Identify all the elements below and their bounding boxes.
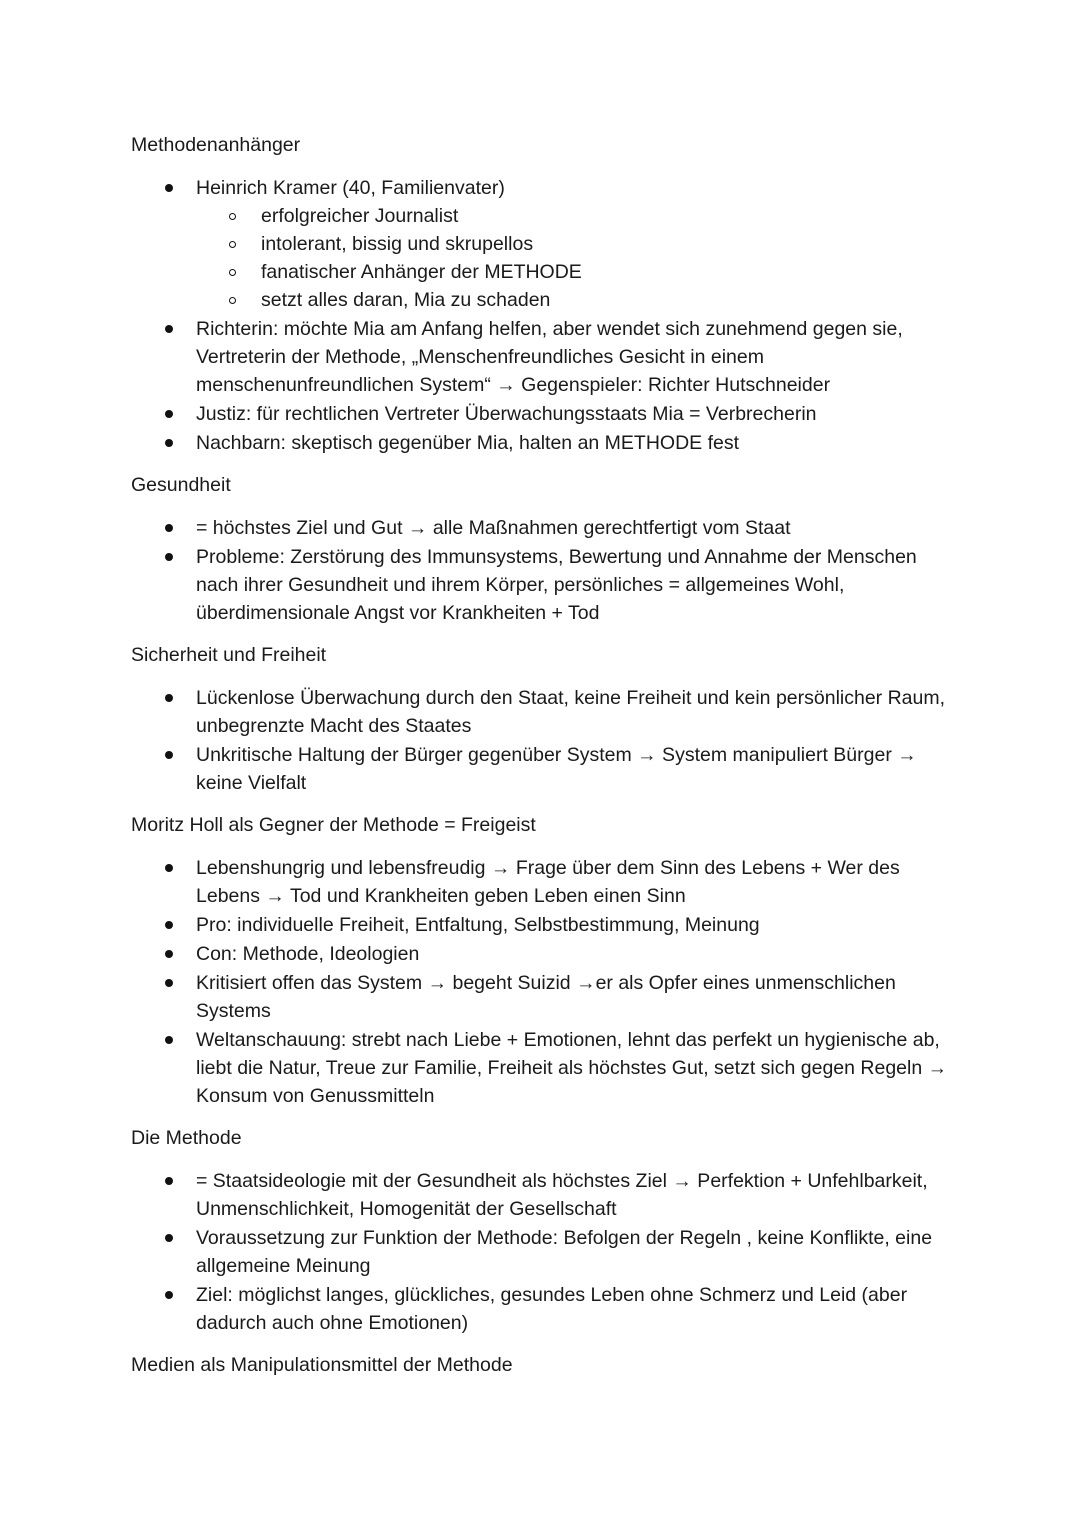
section-sicherheit-und-freiheit [131, 641, 961, 797]
list-item-text: Probleme: Zerstörung des Immunsystems, Bewertung und Annahme der Menschen nach ihrer Gesundheit und ihrem Körper, persönliches = allgemeines Wohl, überdimensionale Angst vor Krankheiten + Tod [196, 546, 917, 624]
list-item-text: = Staatsideologie mit der Gesundheit als höchstes Ziel → Perfektion + Unfehlbarkeit, Unmenschlichkeit, Homogenität der Gesellschaft [196, 1170, 928, 1220]
bullet-icon [165, 1291, 173, 1299]
list-item-text: Richterin: möchte Mia am Anfang helfen, aber wendet sich zunehmend gegen sie, Vertreterin der Methode, „Menschenfreundliches Gesicht in einem menschenunfreundlichen System“ → Gegenspieler: Richter Hutschneider [196, 318, 903, 396]
list-item [131, 174, 961, 314]
bullet-icon [165, 410, 173, 418]
list-item-text: Ziel: möglichst langes, glückliches, gesundes Leben ohne Schmerz und Leid (aber dadurch auch ohne Emotionen) [196, 1284, 908, 1334]
list-item [131, 940, 961, 968]
list-item-text: Heinrich Kramer (40, Familienvater) [196, 177, 505, 199]
bullet-list [131, 174, 961, 457]
circle-bullet-icon [229, 269, 236, 276]
list-item-text: Lebenshungrig und lebensfreudig → Frage über dem Sinn des Lebens + Wer des Lebens → Tod und Krankheiten geben Leben einen Sinn [196, 857, 900, 907]
sub-list-item-text: erfolgreicher Journalist [261, 205, 459, 227]
list-item-text: Pro: individuelle Freiheit, Entfaltung, Selbstbestimmung, Meinung [196, 914, 760, 936]
sub-list-item [131, 230, 961, 258]
section-heading: Sicherheit und Freiheit [131, 644, 327, 666]
bullet-icon [165, 751, 173, 759]
list-item [131, 514, 961, 542]
list-item [131, 1281, 961, 1337]
sub-list-item-text: intolerant, bissig und skrupellos [261, 233, 534, 255]
circle-bullet-icon [229, 297, 236, 304]
bullet-icon [165, 524, 173, 532]
section-heading: Moritz Holl als Gegner der Methode = Freigeist [131, 814, 536, 836]
list-item [131, 1026, 961, 1110]
list-item [131, 969, 961, 1025]
list-item [131, 543, 961, 627]
bullet-icon [165, 439, 173, 447]
list-item-text: Justiz: für rechtlichen Vertreter Überwachungsstaats Mia = Verbrecherin [196, 403, 817, 425]
document-page [131, 131, 961, 1394]
bullet-list [131, 684, 961, 797]
bullet-list [131, 514, 961, 627]
list-item-text: Unkritische Haltung der Bürger gegenüber System → System manipuliert Bürger → keine Vielfalt [196, 744, 917, 794]
list-item [131, 684, 961, 740]
circle-bullet-icon [229, 213, 236, 220]
bullet-list [131, 854, 961, 1110]
list-item-text: Con: Methode, Ideologien [196, 943, 420, 965]
list-item [131, 911, 961, 939]
bullet-icon [165, 1177, 173, 1185]
list-item [131, 1224, 961, 1280]
bullet-icon [165, 694, 173, 702]
bullet-icon [165, 921, 173, 929]
sub-list-item [131, 286, 961, 314]
sub-list-item-text: fanatischer Anhänger der METHODE [261, 261, 582, 283]
bullet-icon [165, 950, 173, 958]
section-moritz-holl [131, 811, 961, 1110]
sub-list-item-text: setzt alles daran, Mia zu schaden [261, 289, 551, 311]
sub-list [196, 202, 961, 314]
list-item-text: Nachbarn: skeptisch gegenüber Mia, halten an METHODE fest [196, 432, 740, 454]
section-medien [131, 1351, 961, 1379]
list-item-text: = höchstes Ziel und Gut → alle Maßnahmen gerechtfertigt vom Staat [196, 517, 791, 539]
bullet-icon [165, 553, 173, 561]
section-heading: Gesundheit [131, 474, 231, 496]
list-item-text: Voraussetzung zur Funktion der Methode: Befolgen der Regeln , keine Konflikte, eine allgemeine Meinung [196, 1227, 933, 1277]
bullet-icon [165, 1234, 173, 1242]
list-item [131, 741, 961, 797]
bullet-icon [165, 1036, 173, 1044]
bullet-icon [165, 979, 173, 987]
list-item-text: Weltanschauung: strebt nach Liebe + Emotionen, lehnt das perfekt un hygienische ab, liebt die Natur, Treue zur Familie, Freiheit als höchstes Gut, setzt sich gegen Regeln → Konsum von Genussmitteln [196, 1029, 948, 1107]
list-item [131, 429, 961, 457]
list-item-text: Lückenlose Überwachung durch den Staat, keine Freiheit und kein persönlicher Raum, unbegrenzte Macht des Staates [196, 687, 946, 737]
list-item-text: Kritisiert offen das System → begeht Suizid →er als Opfer eines unmenschlichen Systems [196, 972, 896, 1022]
list-item [131, 315, 961, 399]
sub-list-item [131, 202, 961, 230]
list-item [131, 854, 961, 910]
bullet-icon [165, 864, 173, 872]
section-gesundheit [131, 471, 961, 627]
list-item [131, 1167, 961, 1223]
list-item [131, 400, 961, 428]
sub-list-item [131, 258, 961, 286]
circle-bullet-icon [229, 241, 236, 248]
bullet-list [131, 1167, 961, 1337]
section-heading: Die Methode [131, 1127, 242, 1149]
section-heading: Medien als Manipulationsmittel der Methode [131, 1354, 513, 1376]
section-methodenanhaenger [131, 131, 961, 457]
section-heading: Methodenanhänger [131, 134, 301, 156]
section-die-methode [131, 1124, 961, 1337]
bullet-icon [165, 184, 173, 192]
bullet-icon [165, 325, 173, 333]
